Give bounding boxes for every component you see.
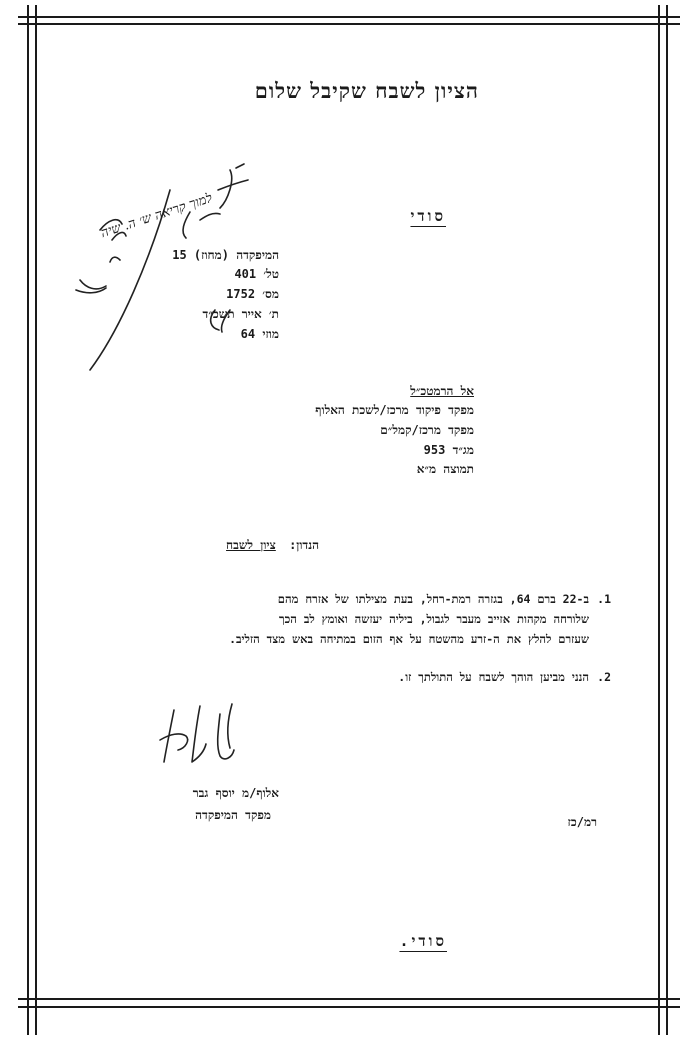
paragraph-1-line-1: ב-22 ברם 64, בגזרה רמת-רחל, בעת מצילתו של אזרח מהם — [277, 592, 589, 606]
recipient-line-1: אל הרמטכ״ל — [410, 384, 474, 398]
sender-line-4: ת׳ אייר תשכ״ד — [202, 307, 279, 321]
subject-value: ציון לשבח — [226, 538, 276, 552]
classification-bottom: סודי. — [399, 932, 447, 950]
frame-right-outer — [666, 5, 668, 1035]
frame-top-inner — [18, 23, 680, 25]
handwritten-margin-text: למוך קריאה ש׳ ה. שיה — [98, 190, 214, 242]
signature-name: אלוף/מ יוסף גבר — [192, 786, 279, 800]
sender-line-2: טל׳ 401 — [234, 267, 279, 281]
frame-left-inner — [35, 5, 37, 1035]
signature — [140, 700, 270, 780]
sender-line-5: מוזי 64 — [240, 327, 279, 341]
paragraph-1-number: 1. — [597, 592, 611, 606]
document-title: הציון לשבח שקיבל שלום — [254, 78, 479, 103]
sender-line-1: המיפקדה (מחוז) 15 — [172, 248, 279, 262]
signature-title: מפקד המיפקדה — [195, 808, 271, 822]
recipient-line-4: מג״ד 953 — [423, 443, 474, 457]
recipient-line-5: תמוצה מ״א — [416, 462, 474, 476]
document-reference: רמ/כז — [567, 815, 597, 829]
frame-bottom-outer — [18, 1006, 680, 1008]
recipient-line-2: מפקד פיקוד מרכז/לשכת האלוף — [315, 403, 474, 417]
frame-left-outer — [27, 5, 29, 1035]
frame-bottom-inner — [18, 998, 680, 1000]
frame-top-outer — [18, 16, 680, 18]
subject-line — [226, 538, 319, 553]
paragraph-1-line-3: שעזרם להלץ את ה-זרע מהשטח על אף הזום במתיחה באש מצד הזליב. — [229, 632, 589, 646]
sender-line-3: מס׳ 1752 — [226, 287, 279, 301]
subject-label: הנדון: — [289, 538, 319, 552]
classification-top: סודי — [410, 207, 446, 225]
handwritten-margin-note — [60, 160, 260, 380]
paragraph-1-line-2: שלורחה מקהות אזייב מעבר לגבול, ביליה יעזשה ואומץ לב הכך — [279, 612, 589, 626]
paragraph-2-line-1: הנני מביען הוהך לשבח על התולתך זו. — [398, 670, 589, 684]
frame-right-inner — [658, 5, 660, 1035]
paragraph-2-number: 2. — [597, 670, 611, 684]
recipient-line-3: מפקד מרכז/קמל״ם — [380, 423, 474, 437]
